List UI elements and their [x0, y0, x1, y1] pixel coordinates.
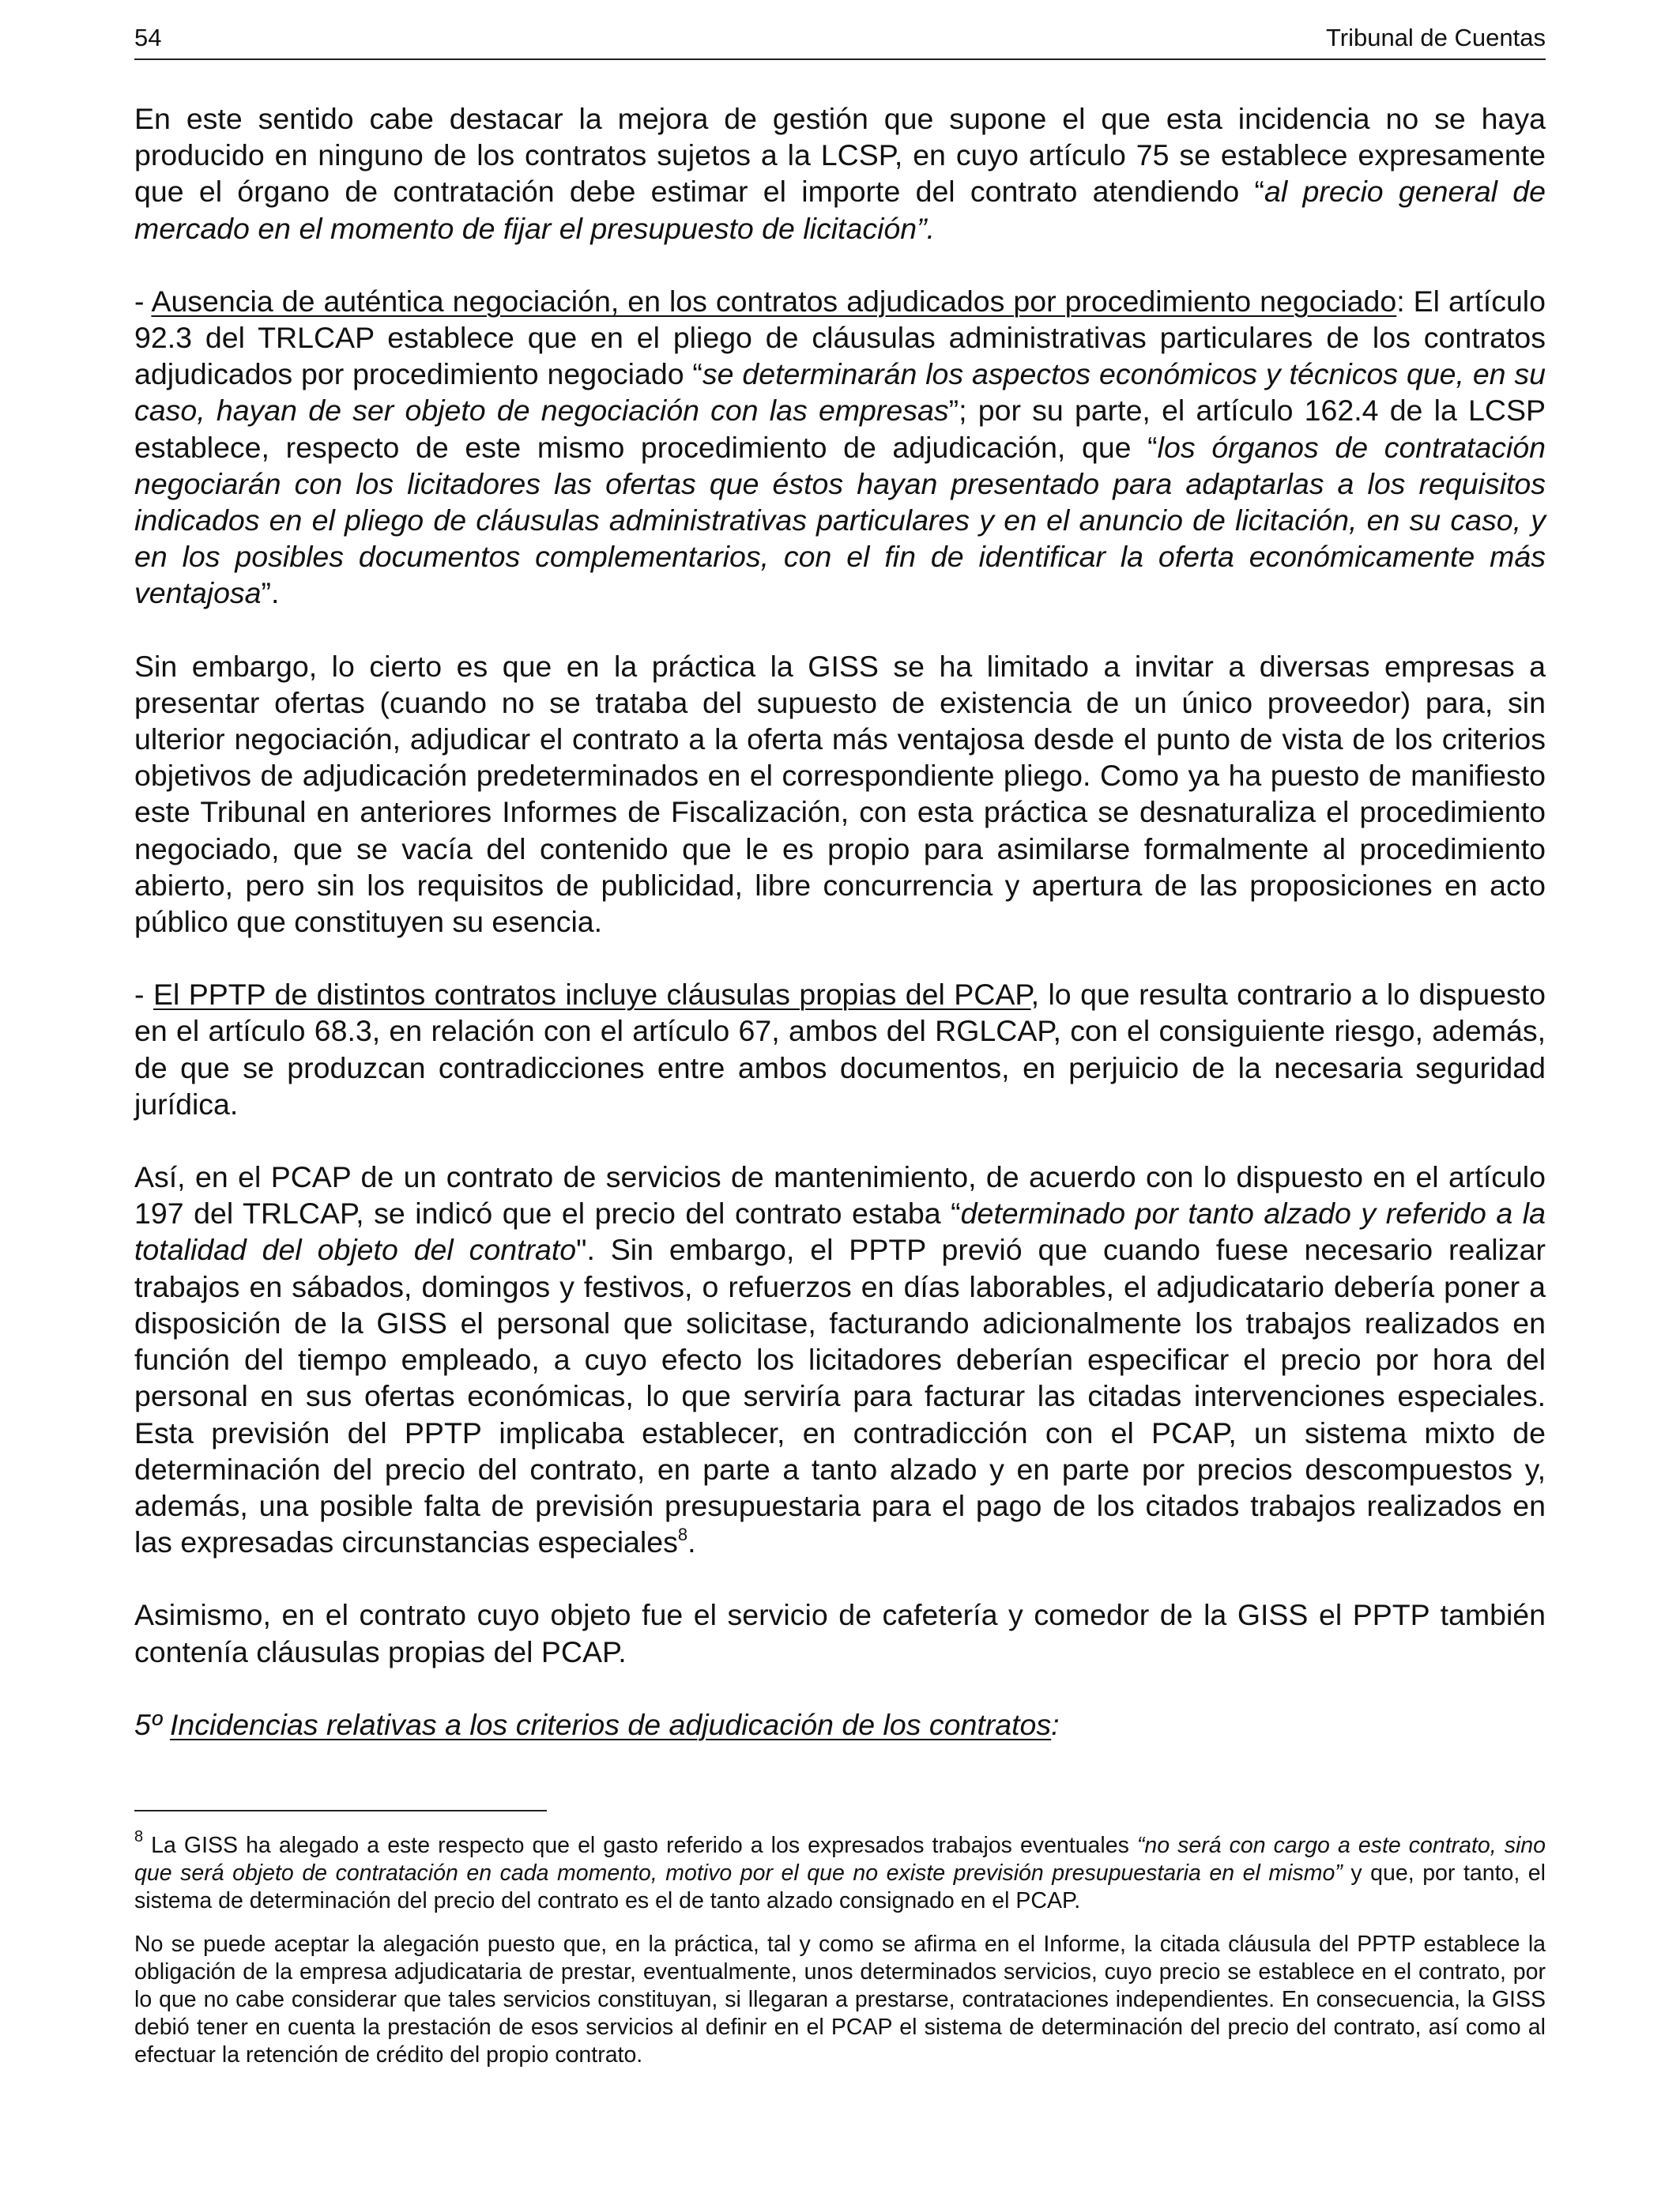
paragraph-4-subheading: El PPTP de distintos contratos incluye cláusulas propias del PCAP — [153, 978, 1031, 1012]
section-colon: : — [1051, 1707, 1060, 1741]
header-title: Tribunal de Cuentas — [1325, 24, 1546, 51]
paragraph-5-quote: determinado por tanto alzado y referido a la totalidad del objeto del contrato — [134, 1197, 1546, 1267]
footnote-separator — [134, 1810, 547, 1811]
footnotes — [134, 1827, 1546, 2085]
page-number: 54 — [134, 24, 162, 51]
paragraph-5-text-c: . — [687, 1525, 696, 1559]
footnote-8-text-a: La GISS ha alegado a este respecto que el gasto referido a los expresados trabajos eventuales — [143, 1833, 1137, 1858]
list-dash: - — [134, 978, 153, 1012]
paragraph-2-text-c: ”. — [261, 576, 280, 610]
footnote-8-quote: “no será con cargo a este contrato, sino que será objeto de contratación en cada momento, motivo por el que no existe previsión presupuestaria en el mismo” — [134, 1833, 1546, 1886]
paragraph-2-quote-1: se determinarán los aspectos económicos y técnicos que, en su caso, hayan de ser objeto de negociación con las empresas — [134, 357, 1546, 428]
footnote-8-text-b: y que, por tanto, el sistema de determinación del precio del contrato es el de tanto alzado consignado en el PCAP. — [134, 1860, 1546, 1913]
footnote-8 — [134, 1827, 1546, 1915]
section-heading-5 — [134, 1706, 1546, 1743]
list-dash: - — [134, 284, 152, 318]
paragraph-2-quote-2: los órganos de contratación negociarán con los licitadores las ofertas que éstos hayan presentado para adaptarlas a los requisitos indicados en el pliego de cláusulas administrativas particulares y en el anuncio de licitación, en su caso, y en los posibles documentos complementarios, con el fin de identificar la oferta económicamente más ventajosa — [134, 430, 1546, 610]
section-title: Incidencias relativas a los criterios de adjudicación de los contratos — [169, 1707, 1052, 1741]
paragraph-5-text-b: ". Sin embargo, el PPTP previó que cuando fuese necesario realizar trabajos en sábados, domingos y festivos, o refuerzos en días laborables, el adjudicatario debería poner a disposición de la GISS el personal que solicitase, facturando adicionalmente los trabajos realizados en función del tiempo empleado, a cuyo efecto los licitadores deberían especificar el precio por hora del personal en sus ofertas económicas, lo que serviría para facturar las citadas intervenciones especiales. Esta previsión del PPTP implicaba establecer, en contradicción con el PCAP, un sistema mixto de determinación del precio del contrato, en parte a tanto alzado y en parte por precios descompuestos y, además, una posible falta de previsión presupuestaria para el pago de los citados trabajos realizados en las expresadas circunstancias especiales — [134, 1233, 1546, 1559]
paragraph-1 — [134, 100, 1546, 247]
footnote-reference[interactable]: 8 — [677, 1524, 688, 1544]
paragraph-2-text-b: ”; por su parte, el artículo 162.4 de la LCSP establece, respecto de este mismo procedimiento de adjudicación, que “ — [134, 394, 1546, 464]
paragraph-5 — [134, 1159, 1546, 1560]
section-number: 5º — [134, 1707, 170, 1741]
paragraph-1-text: En este sentido cabe destacar la mejora de gestión que supone el que esta incidencia no se haya producido en ninguno de los contratos sujetos a la LCSP, en cuyo artículo 75 se establece expresamente que el órgano de contratación debe estimar el importe del contrato atendiendo “ — [134, 102, 1546, 209]
footnote-8-continuation: No se puede aceptar la alegación puesto que, en la práctica, tal y como se afirma en el Informe, la citada cláusula del PPTP establece la obligación de la empresa adjudicataria de prestar, eventualmente, unos determinados servicios, cuyo precio se establece en el contrato, por lo que no cabe considerar que tales servicios constituyan, si llegaran a prestarse, contrataciones independientes. En consecuencia, la GISS debió tener en cuenta la prestación de esos servicios al definir en el PCAP el sistema de determinación del precio del contrato, así como al efectuar la retención de crédito del propio contrato. — [134, 1932, 1546, 2068]
paragraph-5-text-a: Así, en el PCAP de un contrato de servicios de mantenimiento, de acuerdo con lo dispuesto en el artículo 197 del TRLCAP, se indicó que el precio del contrato estaba “ — [134, 1160, 1546, 1231]
paragraph-3: Sin embargo, lo cierto es que en la práctica la GISS se ha limitado a invitar a diversas empresas a presentar ofertas (cuando no se trataba del supuesto de existencia de un único proveedor) para, sin ulterior negociación, adjudicar el contrato a la oferta más ventajosa desde el punto de vista de los criterios objetivos de adjudicación predeterminados en el correspondiente pliego. Como ya ha puesto de manifiesto este Tribunal en anteriores Informes de Fiscalización, con esta práctica se desnaturaliza el procedimiento negociado, que se vacía del contenido que le es propio para asimilarse formalmente al procedimiento abierto, pero sin los requisitos de publicidad, libre concurrencia y apertura de las proposiciones en acto público que constituyen su esencia. — [134, 649, 1546, 939]
document-body — [134, 100, 1546, 1743]
paragraph-4 — [134, 976, 1546, 1122]
document-page — [134, 0, 1546, 2194]
paragraph-2-text-a: : El artículo 92.3 del TRLCAP establece que en el pliego de cláusulas administrativas particulares de los contratos adjudicados por procedimiento negociado “ — [134, 284, 1546, 391]
page-header — [134, 24, 1546, 60]
paragraph-2-subheading: Ausencia de auténtica negociación, en los contratos adjudicados por procedimiento negociado — [151, 284, 1397, 318]
paragraph-1-quote: al precio general de mercado en el momento de fijar el presupuesto de licitación”. — [134, 175, 1546, 245]
paragraph-6: Asimismo, en el contrato cuyo objeto fue el servicio de cafetería y comedor de la GISS el PPTP también contenía cláusulas propias del PCAP. — [134, 1598, 1546, 1668]
paragraph-2 — [134, 283, 1546, 612]
footnote-number: 8 — [134, 1827, 144, 1845]
paragraph-4-text: , lo que resulta contrario a lo dispuesto en el artículo 68.3, en relación con el artículo 67, ambos del RGLCAP, con el consiguiente riesgo, además, de que se produzcan contradicciones entre ambos documentos, en perjuicio de la necesaria seguridad jurídica. — [134, 978, 1546, 1121]
